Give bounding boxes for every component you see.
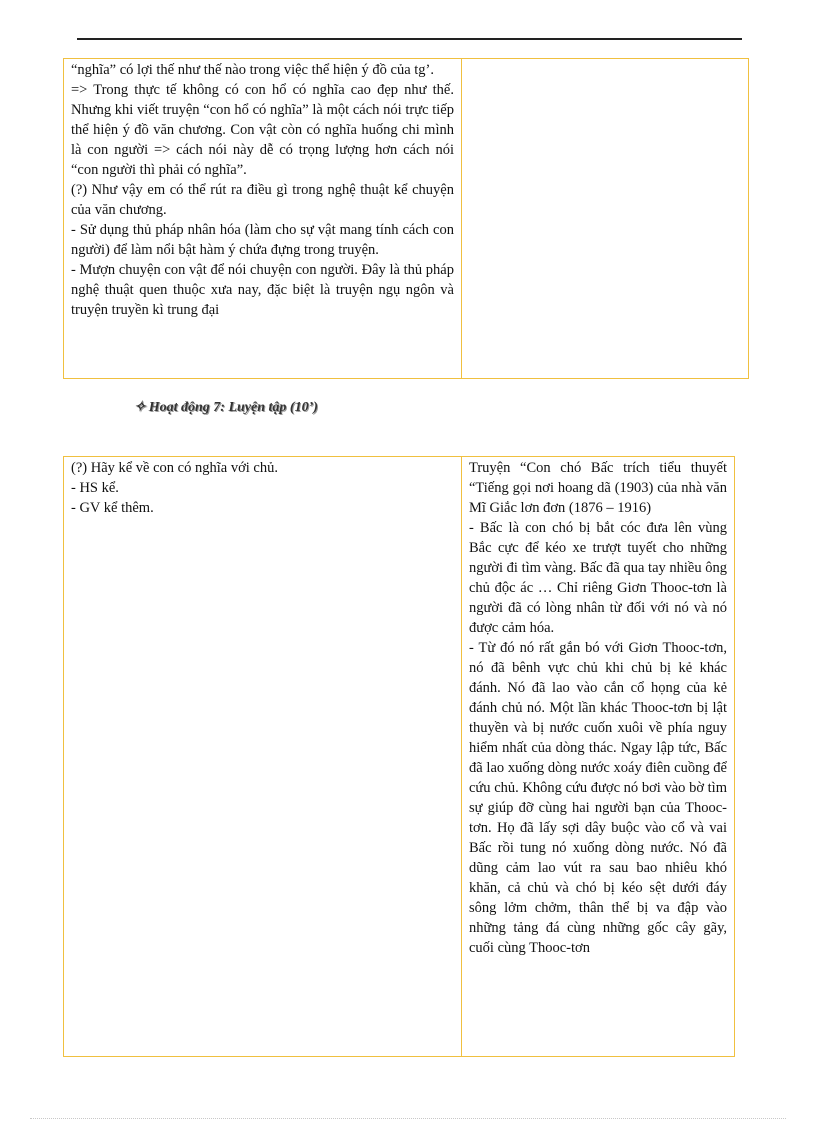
activity-heading <box>134 399 318 416</box>
table1-para-2: => Trong thực tế không có con hổ có nghĩa cao đẹp như thế. Nhưng khi viết truyện “con hổ có nghĩa” là một cách nói trực tiếp thể hiện ý đồ văn chương. Con vật còn có nghĩa huống chi mình là con người => cách nói này dễ có trọng lượng hơn cách nói “con người thì phải có nghĩa”. <box>71 82 454 178</box>
table2-right-para-2: - Bấc là con chó bị bắt cóc đưa lên vùng Bắc cực để kéo xe trượt tuyết cho những người đi tìm vàng. Bấc đã qua tay nhiều ông chủ độc ác … Chỉ riêng Giơn Thooc-tơn là người đã có lòng nhân từ đối với nó và nó được cảm hóa. <box>469 520 727 636</box>
table1-right-cell <box>462 59 749 379</box>
header-rule <box>77 38 742 40</box>
table2-left-para-1: (?) Hãy kể về con có nghĩa với chủ. <box>71 460 278 476</box>
table2-left-para-3: - GV kể thêm. <box>71 500 154 516</box>
table1-para-1: “nghĩa” có lợi thế như thế nào trong việc thể hiện ý đồ của tg’. <box>71 62 435 78</box>
lesson-table-2 <box>63 456 735 1057</box>
table2-right-para-1: Truyện “Con chó Bấc trích tiểu thuyết “Tiếng gọi nơi hoang dã (1903) của nhà văn Mĩ Giắc lơn đơn (1876 – 1916) <box>469 460 727 516</box>
table1-para-4: - Sử dụng thủ pháp nhân hóa (làm cho sự vật mang tính cách con người) để làm nổi bật hàm ý chứa đựng trong truyện. <box>71 222 454 258</box>
activity-heading-text: Hoạt động 7: Luyện tập (10’) <box>148 400 318 415</box>
footer-dotted-line <box>30 1118 786 1119</box>
lesson-table-1 <box>63 58 749 379</box>
diamond-bullet-icon: ✧ <box>134 400 146 415</box>
table1-left-cell <box>64 59 462 379</box>
table2-left-para-2: - HS kể. <box>71 480 119 496</box>
table1-para-5: - Mượn chuyện con vật để nói chuyện con người. Đây là thủ pháp nghệ thuật quen thuộc xưa nay, đặc biệt là truyện ngụ ngôn và truyện truyền kì trung đại <box>71 262 454 318</box>
table2-right-cell <box>462 457 735 1057</box>
table2-right-para-3: - Từ đó nó rất gắn bó với Giơn Thooc-tơn, nó đã bênh vực chủ khi chủ bị kẻ khác đánh. Nó đã lao vào cắn cổ họng của kẻ đánh chủ nó. Một lần khác Thooc-tơn bị lật thuyền và bị nước cuốn xuôi về phía nguy hiểm nhất của dòng thác. Ngay lập tức, Bấc đã lao xuống dòng nước xoáy điên cuồng để cứu chủ. Không cứu được nó bơi vào bờ tìm sự giúp đỡ cùng hai người bạn của Thooc-tơn. Họ đã lấy sợi dây buộc vào cổ và vai Bấc rồi tung nó xuống dòng nước. Nó đã dũng cảm lao vút ra sau bao nhiêu khó khăn, cả chủ và chó bị kéo sệt dưới đáy sông lởm chởm, thân thể bị va đập vào những tảng đá cùng những gốc cây gãy, cuối cùng Thooc-tơn <box>469 640 727 956</box>
table1-para-3: (?) Như vậy em có thể rút ra điều gì trong nghệ thuật kể chuyện của văn chương. <box>71 182 454 218</box>
table2-left-cell <box>64 457 462 1057</box>
